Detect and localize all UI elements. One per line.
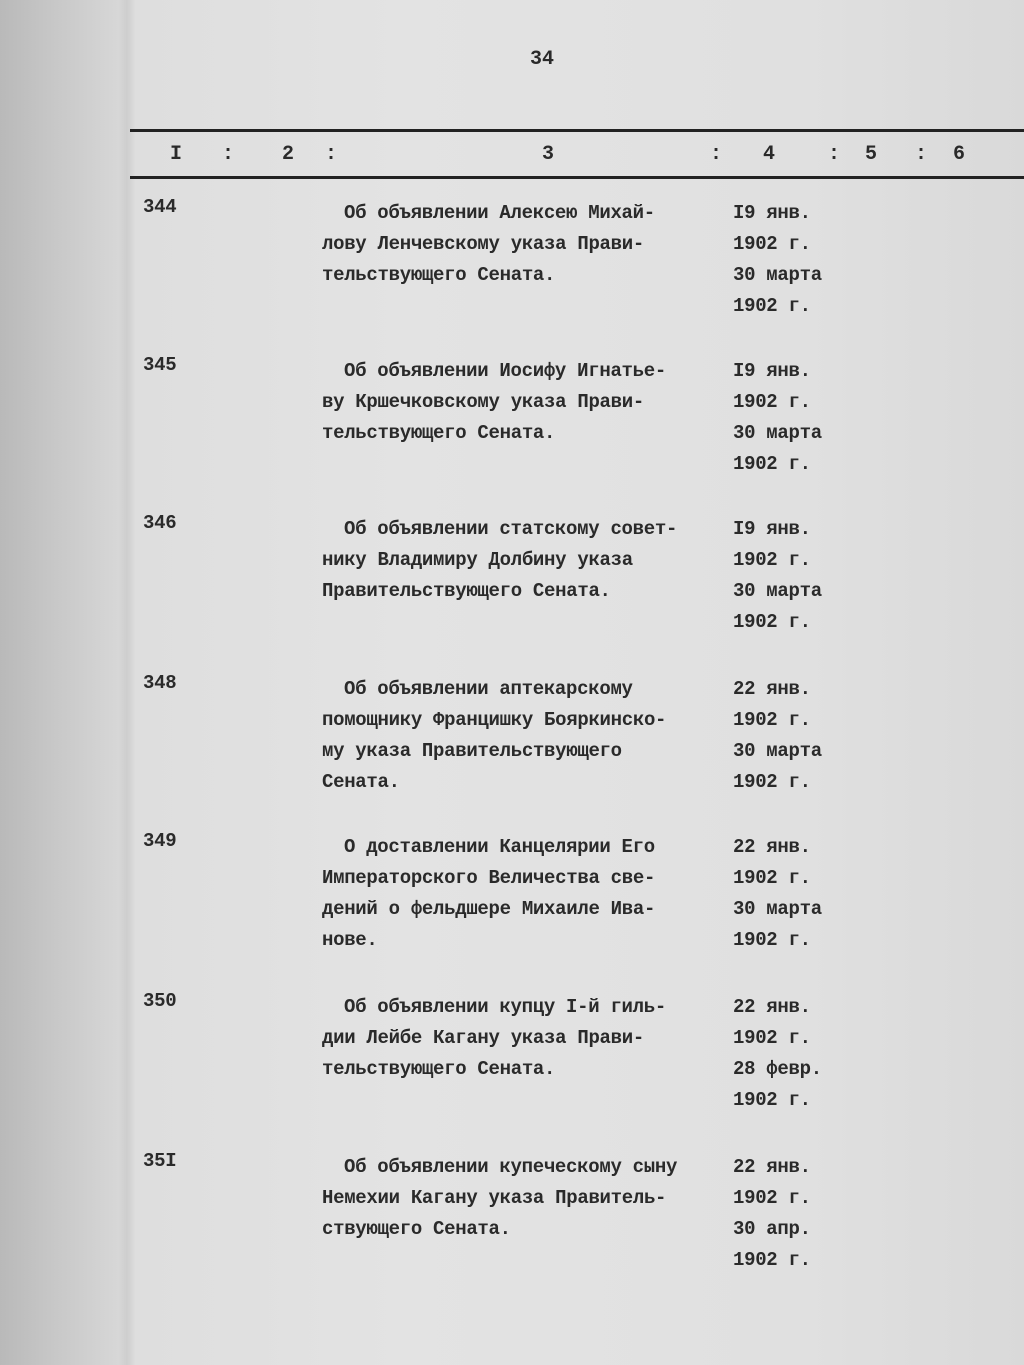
date-line: 1902 г. — [733, 233, 811, 255]
description-line: дений о фельдшере Михаиле Ива- — [322, 898, 656, 920]
entry-number: 349 — [143, 830, 177, 852]
description-line: нове. — [322, 929, 378, 951]
entry-number: 344 — [143, 196, 177, 218]
col-5-header: 5 — [865, 143, 878, 166]
entry-dates — [733, 992, 822, 1116]
description-line: ву Кршечковскому указа Прави- — [322, 391, 644, 413]
date-line: 30 марта — [733, 740, 822, 762]
description-line: лову Ленчевскому указа Прави- — [322, 233, 644, 255]
col-3-header: 3 — [542, 143, 555, 166]
description-line: тельствующего Сената. — [322, 422, 556, 444]
entry-description — [322, 514, 722, 607]
description-line: Сената. — [322, 771, 400, 793]
entry-dates — [733, 198, 822, 322]
entry-description — [322, 198, 722, 291]
date-line: 1902 г. — [733, 1089, 811, 1111]
entry-description — [322, 356, 722, 449]
description-line: Об объявлении статскому совет- — [344, 518, 678, 540]
col-2-header: 2 — [282, 143, 295, 166]
date-line: 22 янв. — [733, 678, 811, 700]
description-line: ствующего Сената. — [322, 1218, 511, 1240]
description-line: нику Владимиру Долбину указа — [322, 549, 633, 571]
entry-description — [322, 1152, 722, 1245]
date-line: 1902 г. — [733, 771, 811, 793]
col-separator: : — [710, 143, 723, 166]
date-line: 1902 г. — [733, 295, 811, 317]
date-line: 1902 г. — [733, 611, 811, 633]
date-line: 1902 г. — [733, 1187, 811, 1209]
description-line: Об объявлении аптекарскому — [344, 678, 633, 700]
date-line: 1902 г. — [733, 867, 811, 889]
date-line: 28 февр. — [733, 1058, 822, 1080]
date-line: 22 янв. — [733, 1156, 811, 1178]
description-line: О доставлении Канцелярии Его — [344, 836, 655, 858]
header-top-rule — [130, 129, 1024, 132]
date-line: 30 марта — [733, 422, 822, 444]
col-4-header: 4 — [763, 143, 776, 166]
description-line: тельствующего Сената. — [322, 264, 556, 286]
description-line: тельствующего Сената. — [322, 1058, 556, 1080]
entry-number: 35I — [143, 1150, 177, 1172]
page-gutter-shadow — [118, 0, 136, 1365]
entry-dates — [733, 356, 822, 480]
description-line: дии Лейбе Кагану указа Прави- — [322, 1027, 644, 1049]
entry-number: 346 — [143, 512, 177, 534]
description-line: Императорского Величества све- — [322, 867, 656, 889]
entry-dates — [733, 1152, 811, 1276]
entry-description — [322, 674, 722, 798]
entry-dates — [733, 832, 822, 956]
date-line: 22 янв. — [733, 996, 811, 1018]
date-line: 1902 г. — [733, 929, 811, 951]
date-line: 30 марта — [733, 264, 822, 286]
date-line: 1902 г. — [733, 1249, 811, 1271]
col-separator: : — [828, 143, 841, 166]
description-line: Немехии Кагану указа Правитель- — [322, 1187, 667, 1209]
entry-description — [322, 992, 722, 1085]
date-line: 30 апр. — [733, 1218, 811, 1240]
date-line: I9 янв. — [733, 202, 811, 224]
date-line: 30 марта — [733, 898, 822, 920]
entry-number: 345 — [143, 354, 177, 376]
header-bottom-rule — [130, 176, 1024, 179]
col-separator: : — [222, 143, 235, 166]
date-line: 30 марта — [733, 580, 822, 602]
date-line: I9 янв. — [733, 360, 811, 382]
description-line: Об объявлении Алексею Михай- — [344, 202, 655, 224]
col-separator: : — [915, 143, 928, 166]
date-line: 1902 г. — [733, 391, 811, 413]
description-line: Об объявлении купеческому сыну — [344, 1156, 678, 1178]
date-line: 22 янв. — [733, 836, 811, 858]
description-line: Правительствующего Сената. — [322, 580, 611, 602]
entry-number: 350 — [143, 990, 177, 1012]
date-line: 1902 г. — [733, 453, 811, 475]
table-header — [130, 143, 1024, 171]
entry-dates — [733, 674, 822, 798]
description-line: Об объявлении Иосифу Игнатье- — [344, 360, 666, 382]
entry-description — [322, 832, 722, 956]
date-line: 1902 г. — [733, 549, 811, 571]
date-line: 1902 г. — [733, 709, 811, 731]
entry-dates — [733, 514, 822, 638]
entry-number: 348 — [143, 672, 177, 694]
description-line: помощнику Францишку Бояркинско- — [322, 709, 667, 731]
description-line: му указа Правительствующего — [322, 740, 622, 762]
page-number: 34 — [530, 48, 555, 71]
date-line: 1902 г. — [733, 1027, 811, 1049]
col-separator: : — [325, 143, 338, 166]
description-line: Об объявлении купцу I-й гиль- — [344, 996, 666, 1018]
col-6-header: 6 — [953, 143, 966, 166]
date-line: I9 янв. — [733, 518, 811, 540]
col-1-header: I — [170, 143, 183, 166]
